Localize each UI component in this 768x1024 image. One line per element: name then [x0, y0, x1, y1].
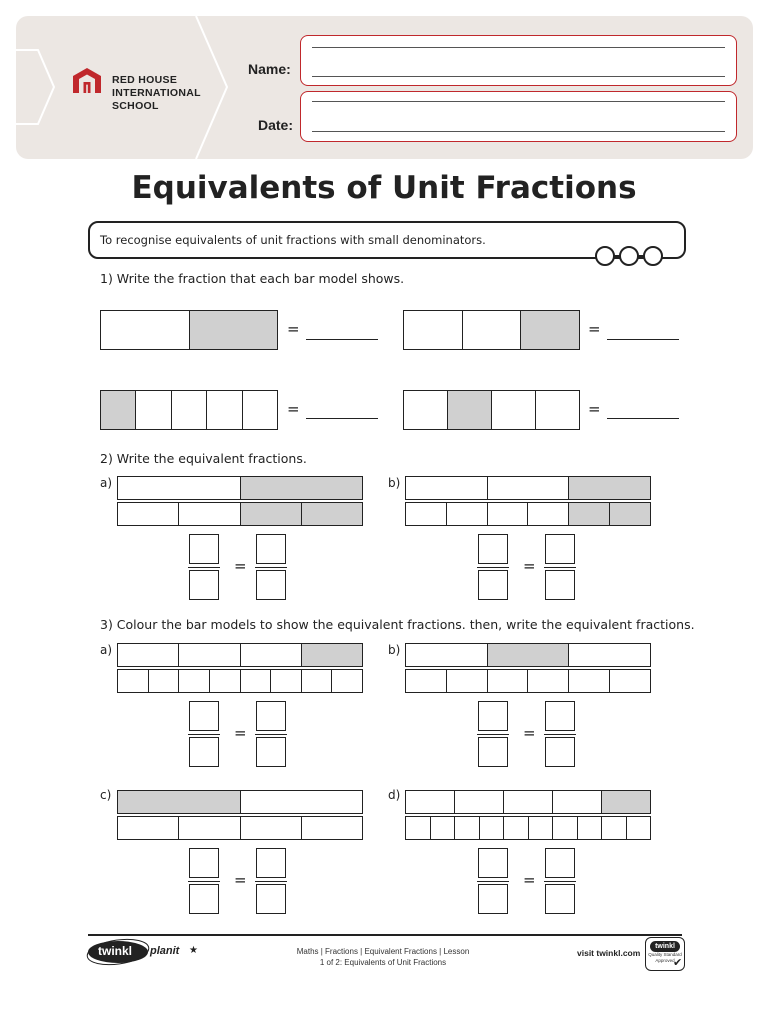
q3a-top-bar [117, 643, 363, 667]
q3a-equals: = [234, 724, 247, 742]
q3d-bottom-bar-cell-3[interactable] [455, 817, 480, 839]
q3a-bottom-bar-cell-5[interactable] [241, 670, 272, 692]
q3a-bottom-bar-cell-3[interactable] [179, 670, 210, 692]
q1-bar-3-cell-2 [136, 391, 171, 429]
q3d-top-bar [405, 790, 651, 814]
date-label: Date: [258, 117, 294, 133]
q2b-bottom-bar-cell-1 [406, 503, 447, 525]
q3a-top-bar-cell-1 [118, 644, 179, 666]
q3c-fraction-bar-left [188, 881, 220, 882]
q3c-denominator-right[interactable] [256, 884, 286, 914]
school-name-line2: INTERNATIONAL [112, 87, 201, 99]
q1-bar-2-cell-3 [521, 311, 579, 349]
footer-subject-line1: Maths | Fractions | Equivalent Fractions | Lesson [296, 947, 470, 956]
q3b-bottom-bar-cell-6[interactable] [610, 670, 650, 692]
q3a-bottom-bar-cell-2[interactable] [149, 670, 180, 692]
q2a-denominator-left[interactable] [189, 570, 219, 600]
q3a-numerator-right[interactable] [256, 701, 286, 731]
q3b-bottom-bar[interactable] [405, 669, 651, 693]
q3a-denominator-right[interactable] [256, 737, 286, 767]
q3d-bottom-bar-cell-1[interactable] [406, 817, 431, 839]
q3a-fraction-bar-right [255, 734, 287, 735]
q2a-label: a) [100, 476, 113, 490]
q1-bar-3 [100, 390, 278, 430]
q1-bar-4-cell-4 [536, 391, 579, 429]
q3a-bottom-bar[interactable] [117, 669, 363, 693]
q3a-label: a) [100, 643, 113, 657]
q3a-top-bar-cell-3 [241, 644, 302, 666]
q1-equals-2: = [588, 320, 601, 338]
q3c-equals: = [234, 871, 247, 889]
q1-bar-1-cell-1 [101, 311, 190, 349]
q1-prompt: 1) Write the fraction that each bar model shows. [100, 271, 405, 286]
q2a-bottom-bar-cell-2 [179, 503, 240, 525]
q3a-bottom-bar-cell-6[interactable] [271, 670, 302, 692]
q3a-bottom-bar-cell-1[interactable] [118, 670, 149, 692]
q2b-top-bar [405, 476, 651, 500]
q3d-bottom-bar-cell-8[interactable] [578, 817, 603, 839]
q3d-label: d) [388, 788, 401, 802]
q2b-top-bar-cell-1 [406, 477, 488, 499]
q3d-equals: = [523, 871, 536, 889]
q3c-bottom-bar-cell-2[interactable] [179, 817, 240, 839]
q3b-top-bar [405, 643, 651, 667]
q3b-numerator-left[interactable] [478, 701, 508, 731]
q1-bar-3-cell-5 [243, 391, 277, 429]
visit-twinkl-link[interactable]: visit twinkl.com [577, 948, 641, 958]
q3d-bottom-bar-cell-5[interactable] [504, 817, 529, 839]
q3b-top-bar-cell-3 [569, 644, 650, 666]
q3b-equals: = [523, 724, 536, 742]
q3d-denominator-left[interactable] [478, 884, 508, 914]
q3d-bottom-bar[interactable] [405, 816, 651, 840]
q3a-numerator-left[interactable] [189, 701, 219, 731]
q3d-bottom-bar-cell-4[interactable] [480, 817, 505, 839]
q3a-bottom-bar-cell-4[interactable] [210, 670, 241, 692]
q2a-equals: = [234, 557, 247, 575]
q3d-numerator-right[interactable] [545, 848, 575, 878]
q2b-numerator-left[interactable] [478, 534, 508, 564]
badge-standard: Quality Standard [648, 952, 682, 957]
q3a-bottom-bar-cell-8[interactable] [332, 670, 362, 692]
school-name-line1: RED HOUSE [112, 74, 178, 86]
q2-prompt: 2) Write the equivalent fractions. [100, 451, 307, 466]
q2a-numerator-right[interactable] [256, 534, 286, 564]
q1-bar-3-cell-3 [172, 391, 207, 429]
page-title: Equivalents of Unit Fractions [131, 170, 637, 206]
q3b-numerator-right[interactable] [545, 701, 575, 731]
q3d-fraction-bar-left [477, 881, 509, 882]
q3b-label: b) [388, 643, 401, 657]
q3b-bottom-bar-cell-1[interactable] [406, 670, 447, 692]
q2b-label: b) [388, 476, 401, 490]
footer-subject-line2: 1 of 2: Equivalents of Unit Fractions [319, 958, 447, 967]
q3d-top-bar-cell-5 [602, 791, 650, 813]
q2b-bottom-bar-cell-2 [447, 503, 488, 525]
q2a-bottom-bar [117, 502, 363, 526]
q1-bar-4 [403, 390, 580, 430]
q1-bar-4-cell-3 [492, 391, 536, 429]
q3c-numerator-right[interactable] [256, 848, 286, 878]
q2a-top-bar-cell-2 [241, 477, 363, 499]
q1-bar-2 [403, 310, 580, 350]
q3c-denominator-left[interactable] [189, 884, 219, 914]
q3c-top-bar-cell-1 [118, 791, 241, 813]
q3d-bottom-bar-cell-6[interactable] [529, 817, 554, 839]
q2a-fraction-bar-left [188, 567, 220, 568]
q2b-equals: = [523, 557, 536, 575]
q1-equals-3: = [287, 400, 300, 418]
q3b-bottom-bar-cell-2[interactable] [447, 670, 488, 692]
q3b-bottom-bar-cell-3[interactable] [488, 670, 529, 692]
q3-prompt: 3) Colour the bar models to show the equivalent fractions. then, write the equivalent fractions. [100, 617, 695, 632]
q2a-fraction-bar-right [255, 567, 287, 568]
q3d-fraction-bar-right [544, 881, 576, 882]
twinkl-brand-text: twinkl [98, 944, 133, 958]
q3c-bottom-bar-cell-1[interactable] [118, 817, 179, 839]
q1-bar-1 [100, 310, 278, 350]
q2b-numerator-right[interactable] [545, 534, 575, 564]
q2a-bottom-bar-cell-1 [118, 503, 179, 525]
q3c-label: c) [100, 788, 112, 802]
q3d-numerator-left[interactable] [478, 848, 508, 878]
school-logo-icon [70, 65, 104, 95]
q1-bar-2-cell-1 [404, 311, 463, 349]
q3a-top-bar-cell-4 [302, 644, 362, 666]
q2b-denominator-left[interactable] [478, 570, 508, 600]
q2b-fraction-bar-left [477, 567, 509, 568]
school-name [112, 74, 201, 113]
q3a-top-bar-cell-2 [179, 644, 240, 666]
q2a-bottom-bar-cell-4 [302, 503, 362, 525]
q3b-bottom-bar-cell-4[interactable] [528, 670, 569, 692]
q1-bar-3-cell-1 [101, 391, 136, 429]
q1-equals-1: = [287, 320, 300, 338]
q3c-bottom-bar-cell-3[interactable] [241, 817, 302, 839]
q1-answer-line-2[interactable] [607, 339, 679, 340]
q3d-top-bar-cell-1 [406, 791, 455, 813]
q3c-bottom-bar[interactable] [117, 816, 363, 840]
q3b-top-bar-cell-2 [488, 644, 570, 666]
q3d-top-bar-cell-3 [504, 791, 553, 813]
q2b-top-bar-cell-3 [569, 477, 650, 499]
q2a-bottom-bar-cell-3 [241, 503, 302, 525]
objective-text: To recognise equivalents of unit fractions with small denominators. [100, 233, 486, 247]
q1-bar-4-cell-2 [448, 391, 492, 429]
q1-bar-4-cell-1 [404, 391, 448, 429]
q3b-top-bar-cell-1 [406, 644, 488, 666]
q2b-bottom-bar-cell-5 [569, 503, 610, 525]
name-label: Name: [248, 61, 291, 77]
footer-rule [88, 934, 682, 936]
q1-bar-2-cell-2 [463, 311, 522, 349]
q3d-bottom-bar-cell-2[interactable] [431, 817, 456, 839]
q1-answer-line-4[interactable] [607, 418, 679, 419]
q3a-fraction-bar-left [188, 734, 220, 735]
q2a-denominator-right[interactable] [256, 570, 286, 600]
q3b-fraction-bar-left [477, 734, 509, 735]
badge-approved: Approved [655, 958, 675, 963]
q2a-top-bar [117, 476, 363, 500]
q3d-bottom-bar-cell-7[interactable] [553, 817, 578, 839]
q1-answer-line-3[interactable] [306, 418, 378, 419]
q3a-denominator-left[interactable] [189, 737, 219, 767]
planit-star-icon: ★ [189, 945, 198, 956]
q3b-fraction-bar-right [544, 734, 576, 735]
q1-answer-line-1[interactable] [306, 339, 378, 340]
q3d-top-bar-cell-4 [553, 791, 602, 813]
q2a-top-bar-cell-1 [118, 477, 241, 499]
badge-check-icon: ✔ [673, 956, 683, 969]
q1-equals-4: = [588, 400, 601, 418]
q2b-bottom-bar-cell-6 [610, 503, 650, 525]
q1-bar-1-cell-2 [190, 311, 278, 349]
q2a-numerator-left[interactable] [189, 534, 219, 564]
objective-rings-icon [594, 245, 666, 267]
q2b-bottom-bar-cell-4 [528, 503, 569, 525]
name-field[interactable] [300, 35, 737, 86]
q3b-bottom-bar-cell-5[interactable] [569, 670, 610, 692]
planit-text: planit [150, 945, 180, 957]
q2b-fraction-bar-right [544, 567, 576, 568]
q2b-top-bar-cell-2 [488, 477, 570, 499]
q3d-bottom-bar-cell-9[interactable] [602, 817, 627, 839]
q3c-top-bar-cell-2 [241, 791, 363, 813]
q2b-bottom-bar-cell-3 [488, 503, 529, 525]
date-field[interactable] [300, 91, 737, 142]
footer-subject [268, 946, 498, 968]
q3d-bottom-bar-cell-10[interactable] [627, 817, 651, 839]
q3c-top-bar [117, 790, 363, 814]
q3b-denominator-right[interactable] [545, 737, 575, 767]
q3c-numerator-left[interactable] [189, 848, 219, 878]
school-name-line3: SCHOOL [112, 100, 159, 112]
q2b-denominator-right[interactable] [545, 570, 575, 600]
q3c-fraction-bar-right [255, 881, 287, 882]
q3a-bottom-bar-cell-7[interactable] [302, 670, 333, 692]
q3b-denominator-left[interactable] [478, 737, 508, 767]
q1-bar-3-cell-4 [207, 391, 242, 429]
q2b-bottom-bar [405, 502, 651, 526]
badge-brand: twinkl [650, 941, 680, 952]
q3d-denominator-right[interactable] [545, 884, 575, 914]
q3d-top-bar-cell-2 [455, 791, 504, 813]
q3c-bottom-bar-cell-4[interactable] [302, 817, 362, 839]
